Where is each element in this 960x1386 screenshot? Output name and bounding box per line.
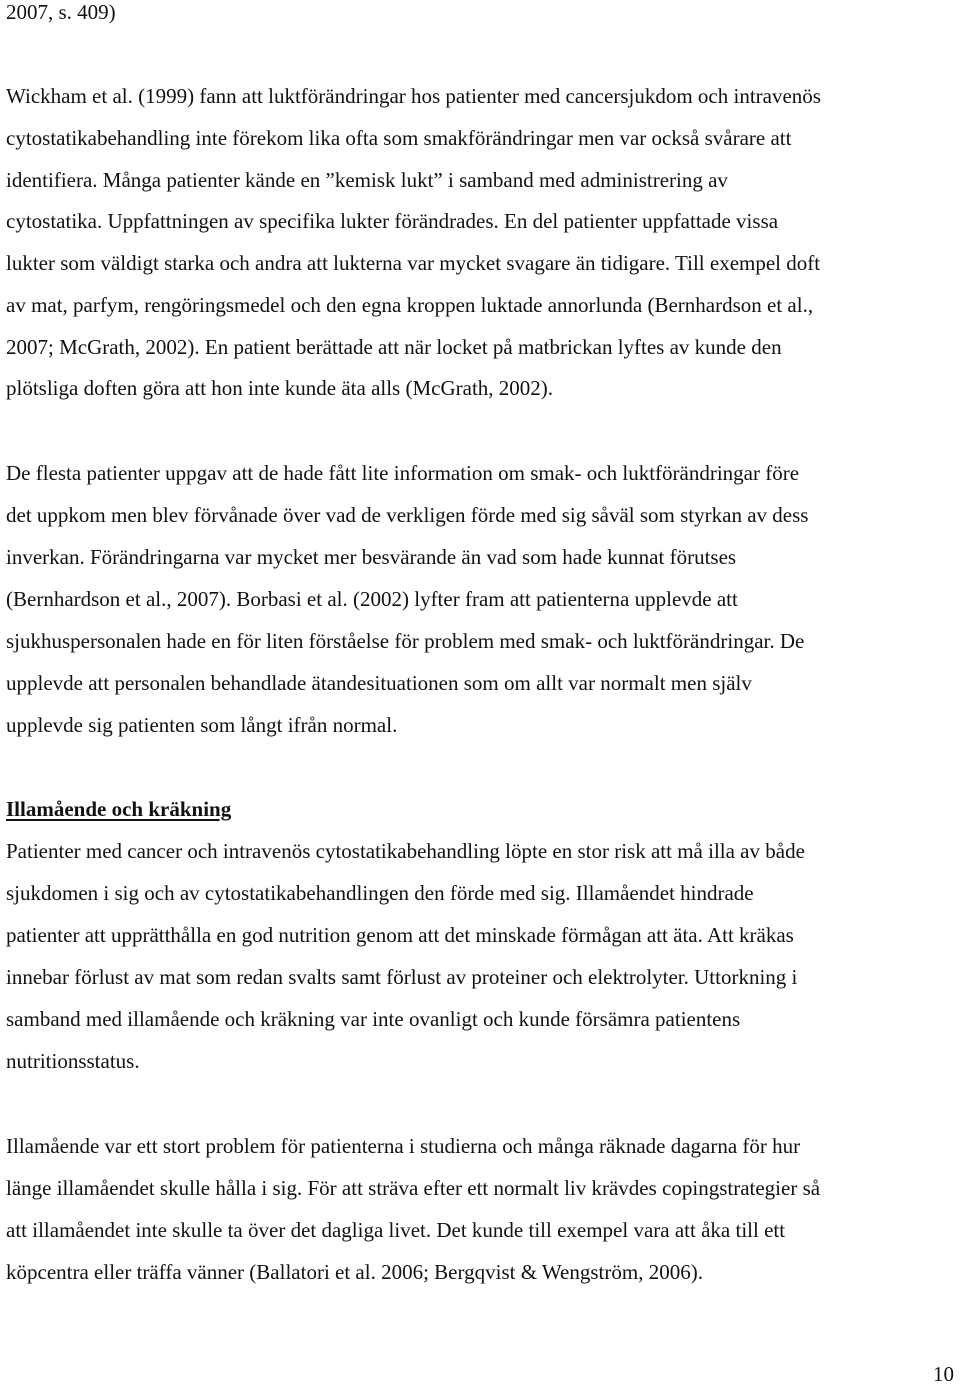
text-line: Wickham et al. (1999) fann att luktförändringar hos patienter med cancersjukdom och intravenös — [6, 84, 821, 108]
text-line: (Bernhardson et al., 2007). Borbasi et al. (2002) lyfter fram att patienterna upplevde att — [6, 587, 738, 611]
text-line: sjukdomen i sig och av cytostatikabehandlingen den förde med sig. Illamåendet hindrade — [6, 881, 754, 905]
section-heading: Illamående och kräkning — [6, 797, 232, 821]
text-line: att illamåendet inte skulle ta över det dagliga livet. Det kunde till exempel vara att åka till ett — [6, 1218, 786, 1242]
text-line: 2007, s. 409) — [6, 0, 116, 24]
text-line: 2007; McGrath, 2002). En patient berättade att när locket på matbrickan lyftes av kunde den — [6, 335, 782, 359]
text-line: plötsliga doften göra att hon inte kunde äta alls (McGrath, 2002). — [6, 376, 554, 400]
text-line: patienter att upprätthålla en god nutrition genom att det minskade förmågan att äta. Att kräkas — [6, 923, 794, 947]
text-line: nutritionsstatus. — [6, 1049, 140, 1073]
text-line: det uppkom men blev förvånade över vad de verkligen förde med sig såväl som styrkan av dess — [6, 503, 809, 527]
text-line: av mat, parfym, rengöringsmedel och den egna kroppen luktade annorlunda (Bernhardson et al., — [6, 293, 814, 317]
text-line: innebar förlust av mat som redan svalts samt förlust av proteiner och elektrolyter. Uttorkning i — [6, 965, 798, 989]
text-line: identifiera. Många patienter kände en ”kemisk lukt” i samband med administrering av — [6, 168, 728, 192]
text-line: inverkan. Förändringarna var mycket mer besvärande än vad som hade kunnat förutses — [6, 545, 737, 569]
text-line: De flesta patienter uppgav att de hade fått lite information om smak- och luktförändringar före — [6, 461, 800, 485]
text-line: upplevde sig patienten som långt ifrån normal. — [6, 713, 398, 737]
text-line: Illamående var ett stort problem för patienterna i studierna och många räknade dagarna för hur — [6, 1134, 801, 1158]
text-line: upplevde att personalen behandlade ätandesituationen som om allt var normalt men själv — [6, 671, 752, 695]
text-line: länge illamåendet skulle hålla i sig. För att sträva efter ett normalt liv krävdes copingstrategier så — [6, 1176, 821, 1200]
page-number: 10 — [933, 1362, 954, 1386]
text-line: sjukhuspersonalen hade en för liten förståelse för problem med smak- och luktförändringar. De — [6, 629, 805, 653]
text-line: cytostatikabehandling inte förekom lika ofta som smakförändringar men var också svårare att — [6, 126, 792, 150]
text-line: köpcentra eller träffa vänner (Ballatori et al. 2006; Bergqvist & Wengström, 2006). — [6, 1260, 703, 1284]
text-line: lukter som väldigt starka och andra att lukterna var mycket svagare än tidigare. Till exempel doft — [6, 251, 821, 275]
text-line: samband med illamående och kräkning var inte ovanligt och kunde försämra patientens — [6, 1007, 741, 1031]
text-line: cytostatika. Uppfattningen av specifika lukter förändrades. En del patienter uppfattade vissa — [6, 209, 779, 233]
text-line: Patienter med cancer och intravenös cytostatikabehandling löpte en stor risk att må illa av både — [6, 839, 805, 863]
